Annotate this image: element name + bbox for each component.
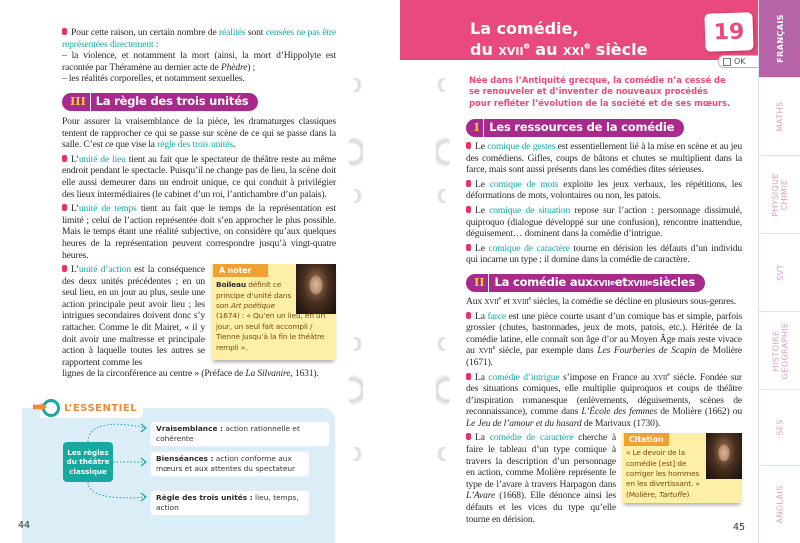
bullet-icon — [466, 142, 471, 149]
text: siècle. Fondée sur des situations comiques, elle multiplie quiproquos et coups de théâtre d’inspiration romanesque (enlèvements, déguisements, scènes de reconnaissance), comme dans — [466, 371, 742, 418]
bullet-icon — [62, 265, 67, 272]
text: – la violence, et notamment la mort (ainsi, la mort d’Hippolyte est racontée par Théramène au dernier acte de — [62, 50, 336, 73]
item-text: action conforme aux mœurs et aux attentes du spectateur — [156, 454, 296, 473]
citation-box — [622, 433, 742, 503]
text: du — [470, 40, 499, 59]
bullet-icon — [62, 28, 67, 35]
keyword: unité de lieu — [78, 153, 126, 165]
subject-tabs — [758, 0, 800, 543]
tab-svt[interactable] — [759, 234, 800, 312]
century: xviii — [627, 275, 648, 290]
item-text: lieu, temps, action — [156, 493, 299, 512]
target-arrow-icon — [42, 399, 60, 417]
section-title: La règle des trois unités — [95, 94, 249, 109]
work-title: L’École des femmes — [581, 406, 658, 418]
text: exploite les jeux verbaux, les répétitions, les déformations de mots, volontaires ou non, les patois. — [466, 178, 742, 202]
keyword: censées ne pas être représentées directement — [62, 27, 337, 50]
right-flow — [466, 119, 742, 525]
page-number-right: 45 — [733, 522, 746, 533]
century: xviii — [512, 295, 529, 307]
text: Le — [475, 242, 489, 254]
work-title: Le Jeu de l’amour et du hasard — [466, 417, 582, 429]
keyword: comique de caractère — [488, 242, 570, 254]
text: Le — [475, 204, 490, 216]
century: xvii — [592, 275, 611, 290]
text: (1674) : « Qu’en un lieu, en un jour, un seul fait accompli / Tienne jusqu’à la fin le théâtre rempli ». — [216, 311, 326, 352]
work-title: Art poétique — [230, 300, 275, 310]
text: Aux — [466, 295, 485, 307]
keyword: comique de situation — [489, 204, 571, 216]
century: xvii — [498, 40, 524, 59]
text: cherche à faire le tableau d’un type comique à travers la description d’un personnage en action, comme Molière représente le type de l’avare à travers Harpagon dans — [466, 432, 616, 490]
note-text-top — [216, 280, 294, 311]
sup: e — [523, 41, 530, 52]
keyword: unité de temps — [78, 203, 137, 215]
tab-ses[interactable] — [759, 390, 800, 466]
text: et — [501, 295, 513, 307]
text: définit ce principe d’unité dans son — [216, 280, 292, 310]
text: siècles — [652, 275, 696, 290]
bullet-icon — [466, 312, 471, 319]
text: ) — [686, 489, 690, 499]
section-title: La comédie aux xvii e et xviii e siècles — [494, 275, 696, 290]
text: Pour assurer la vraisemblance de la pièce, les dramaturges classiques tentent de rapprocher ce qui se passe sur scène de ce qui se passe dans la salle. C’est ce que vise la — [62, 115, 336, 151]
text: Le — [475, 141, 488, 152]
tab-histoire-geographie[interactable] — [759, 312, 800, 390]
text: . — [233, 139, 236, 151]
work-title: Phèdre — [220, 61, 248, 73]
text: tient au fait que le spectateur de théâtre reste au même endroit pendant le spectacle. Puisqu’il ne change pas de lieu, la scène doit elle aussi demeurer dans un endroit unique, ce qui conduit à privilégier des lieux intermédiaires (le cabinet d’un roi, l’antichambre d’un palais). — [62, 153, 336, 200]
bullet-icon — [62, 204, 67, 211]
essentiel-title: L’ESSENTIEL — [64, 402, 138, 414]
chapter-intro: Née dans l’Antiquité grecque, la comédie n’a cessé de se renouveler et d’inventer de nouveaux procédés pour refléter l’évolution de la société et de ses mœurs. — [469, 75, 731, 108]
sup: e — [584, 41, 591, 52]
text: : — [153, 38, 159, 50]
tab-label: MATHS — [774, 101, 785, 132]
keyword: unité d’action — [78, 264, 131, 276]
citation-text — [626, 448, 704, 499]
text: de Molière (1662) ou — [657, 406, 743, 418]
author: Boileau — [216, 280, 246, 290]
work-title: Les Fourberies de Scapin — [597, 345, 697, 357]
bullet-icon — [466, 373, 471, 380]
text: s’impose en France au — [559, 371, 654, 383]
binder-hole — [349, 447, 363, 461]
text: , 1631). — [290, 368, 319, 380]
text: (Molière, — [626, 489, 660, 499]
citation-tag: Citation — [624, 433, 669, 446]
note-box — [211, 264, 336, 360]
comedie-caractere-paragraph — [466, 432, 616, 525]
bullet-icon — [466, 244, 471, 251]
bullet-icon — [466, 206, 471, 213]
section-number: I — [470, 119, 484, 137]
essentiel-center-node: Les règles du théâtre classique — [63, 442, 113, 482]
tab-label: SES — [774, 419, 785, 436]
note-tag: À noter — [213, 264, 268, 277]
binder-hole — [349, 78, 363, 92]
text: – les réalités corporelles, et notamment sexuelles. — [62, 73, 245, 85]
keyword: comique de mots — [489, 178, 559, 190]
title-line: La comédie, — [470, 19, 579, 38]
text: L’ — [71, 153, 79, 165]
text: lignes de la circonférence au centre » (Préface de — [62, 368, 246, 380]
text: tient au fait que le temps de la représentation est limité ; celui de l’action représentée doit s’en approcher le plus possible. Mais le temps étant une réalité subjective, on considère qu’aux quelques heures de la représentation peuvent correspondre jusqu’à vingt-quatre heures. — [62, 203, 336, 261]
text: La — [475, 371, 489, 383]
tab-physique-chimie[interactable] — [759, 156, 800, 234]
tab-francais[interactable] — [759, 0, 800, 78]
text: de Molière (1671). — [466, 345, 742, 368]
essentiel-item — [150, 490, 310, 516]
tab-label: HISTOIRE GÉOGRAPHIE — [770, 322, 790, 379]
binder-hole — [436, 189, 450, 203]
sup: e — [667, 371, 670, 378]
page-number-left: 44 — [18, 520, 31, 531]
tab-label: SVT — [774, 264, 785, 281]
text: ) ; — [247, 61, 256, 73]
section-number: III — [66, 93, 91, 111]
text: L’ — [71, 203, 79, 215]
text: La — [475, 310, 488, 322]
tab-label: ANGLAIS — [774, 485, 785, 524]
text: Pour cette raison, un certain nombre de — [71, 27, 219, 38]
keyword: règle des trois unités — [157, 139, 234, 151]
tab-label: FRANÇAIS — [774, 14, 785, 63]
item-label: Vraisemblance : — [156, 424, 223, 433]
essentiel-item — [150, 451, 310, 477]
chapter-title — [470, 18, 647, 60]
century: xvii — [478, 345, 493, 357]
binder-hole — [436, 374, 450, 406]
century: xxi — [563, 40, 585, 59]
binder-hole — [436, 136, 450, 168]
sup: e — [498, 295, 502, 302]
text: repose sur l’action : personnage dissimulé, quiproquo (dialogue développé sur une confusion), rencontre inattendue, déguisement… dominent dans la comédie d’intrigue. — [466, 204, 742, 240]
century: xvii — [653, 371, 668, 383]
text: sont — [245, 27, 266, 38]
note-text — [216, 280, 334, 353]
keyword: réalités — [218, 27, 246, 38]
binder-hole — [436, 337, 450, 351]
text: La comédie aux — [494, 275, 593, 290]
item-text: action rationnelle et cohérente — [156, 424, 300, 443]
unite-action-last-line — [62, 368, 336, 380]
bullet-icon — [466, 433, 471, 440]
text: au — [529, 40, 564, 59]
sup: e — [528, 295, 532, 302]
intro-block — [62, 27, 336, 85]
text: est la conséquence des deux unités précédentes ; en un seul lieu, en un jour au plus, seule une action principale peut avoir lieu ; les intrigues secondaires doivent donc s’y rattacher. Comme le dit Mairet, « il y doit avoir une maîtresse et principale action à laquelle toutes les autres se rapportent comme les — [62, 264, 205, 368]
tab-anglais[interactable] — [759, 466, 800, 543]
section-title: Les ressources de la comédie — [489, 120, 675, 135]
chapter-number: 19 — [704, 12, 753, 52]
tab-maths[interactable] — [759, 78, 800, 156]
text: (1668). Elle dénonce ainsi les défauts et les vices du type qu’elle tourne en dérision. — [466, 490, 616, 525]
item-label: Bienséances : — [156, 454, 214, 463]
keyword: comédie d’intrigue — [488, 371, 560, 383]
essentiel-item — [150, 421, 330, 447]
text: tourne en dérision les défauts d’un individu qui incarne un type ; il domine dans la comédie de caractère. — [466, 242, 742, 266]
text: est une pièce courte usant d’un comique bas et simple, parfois grossier (chutes, bastonnades, jeux de mots, patois, etc.). Héritée de la comédie latine, elle connaît son âge d’or au Moyen Âge mais reste vivace au — [466, 310, 742, 357]
text: siècle, par exemple dans — [495, 345, 598, 357]
text: est essentiellement lié à la mise en scène et au jeu des comédiens. Gifles, coups de bâtons et chutes se multiplient dans la farce, mais sont aussi présents dans les comédies dites sérieuses. — [466, 141, 742, 176]
quote: « Le devoir de la comédie [est] de corriger les hommes en les divertissant. » — [626, 448, 700, 489]
binder-hole — [349, 189, 363, 203]
section-heading-1 — [466, 119, 684, 137]
binder-hole — [436, 447, 450, 461]
binder-hole — [349, 374, 363, 406]
keyword: farce — [487, 310, 506, 322]
sup: e — [492, 345, 496, 352]
work-title: La Silvanire — [245, 368, 291, 380]
work-title: Tartuffe — [659, 489, 687, 499]
left-flow — [62, 27, 336, 380]
tab-label: PHYSIQUE CHIMIE — [770, 172, 789, 217]
keyword: comédie de caractère — [489, 432, 574, 444]
section-heading-2 — [466, 274, 705, 292]
work-title: L’Avare — [466, 490, 496, 502]
section-number: II — [470, 274, 489, 292]
bullet-icon — [466, 180, 471, 187]
title-line — [470, 39, 647, 60]
ok-label: OK — [734, 57, 746, 66]
section-heading-3 — [62, 93, 258, 111]
checkbox-icon[interactable] — [723, 58, 731, 66]
portrait-image — [706, 433, 742, 479]
text: L’ — [71, 264, 79, 276]
comedie-caractere-row — [466, 432, 742, 525]
text: siècle — [590, 40, 648, 59]
text: et — [614, 275, 628, 290]
text: La — [475, 432, 490, 444]
text: siècles, la comédie se décline en plusieurs sous-genres. — [531, 295, 737, 307]
text: Le — [475, 178, 490, 190]
binder-hole — [436, 78, 450, 92]
unite-action-row — [62, 264, 336, 368]
century: xvii — [484, 295, 499, 307]
essentiel-header — [40, 398, 143, 418]
unite-action-paragraph — [62, 264, 205, 368]
binder-hole — [349, 337, 363, 351]
bullet-icon — [62, 155, 67, 162]
text: de Marivaux (1730). — [581, 417, 661, 429]
binder-hole — [349, 136, 363, 168]
keyword: comique de gestes — [487, 141, 556, 152]
ok-checkbox[interactable] — [718, 55, 758, 68]
item-label: Règle des trois unités : — [156, 493, 253, 502]
